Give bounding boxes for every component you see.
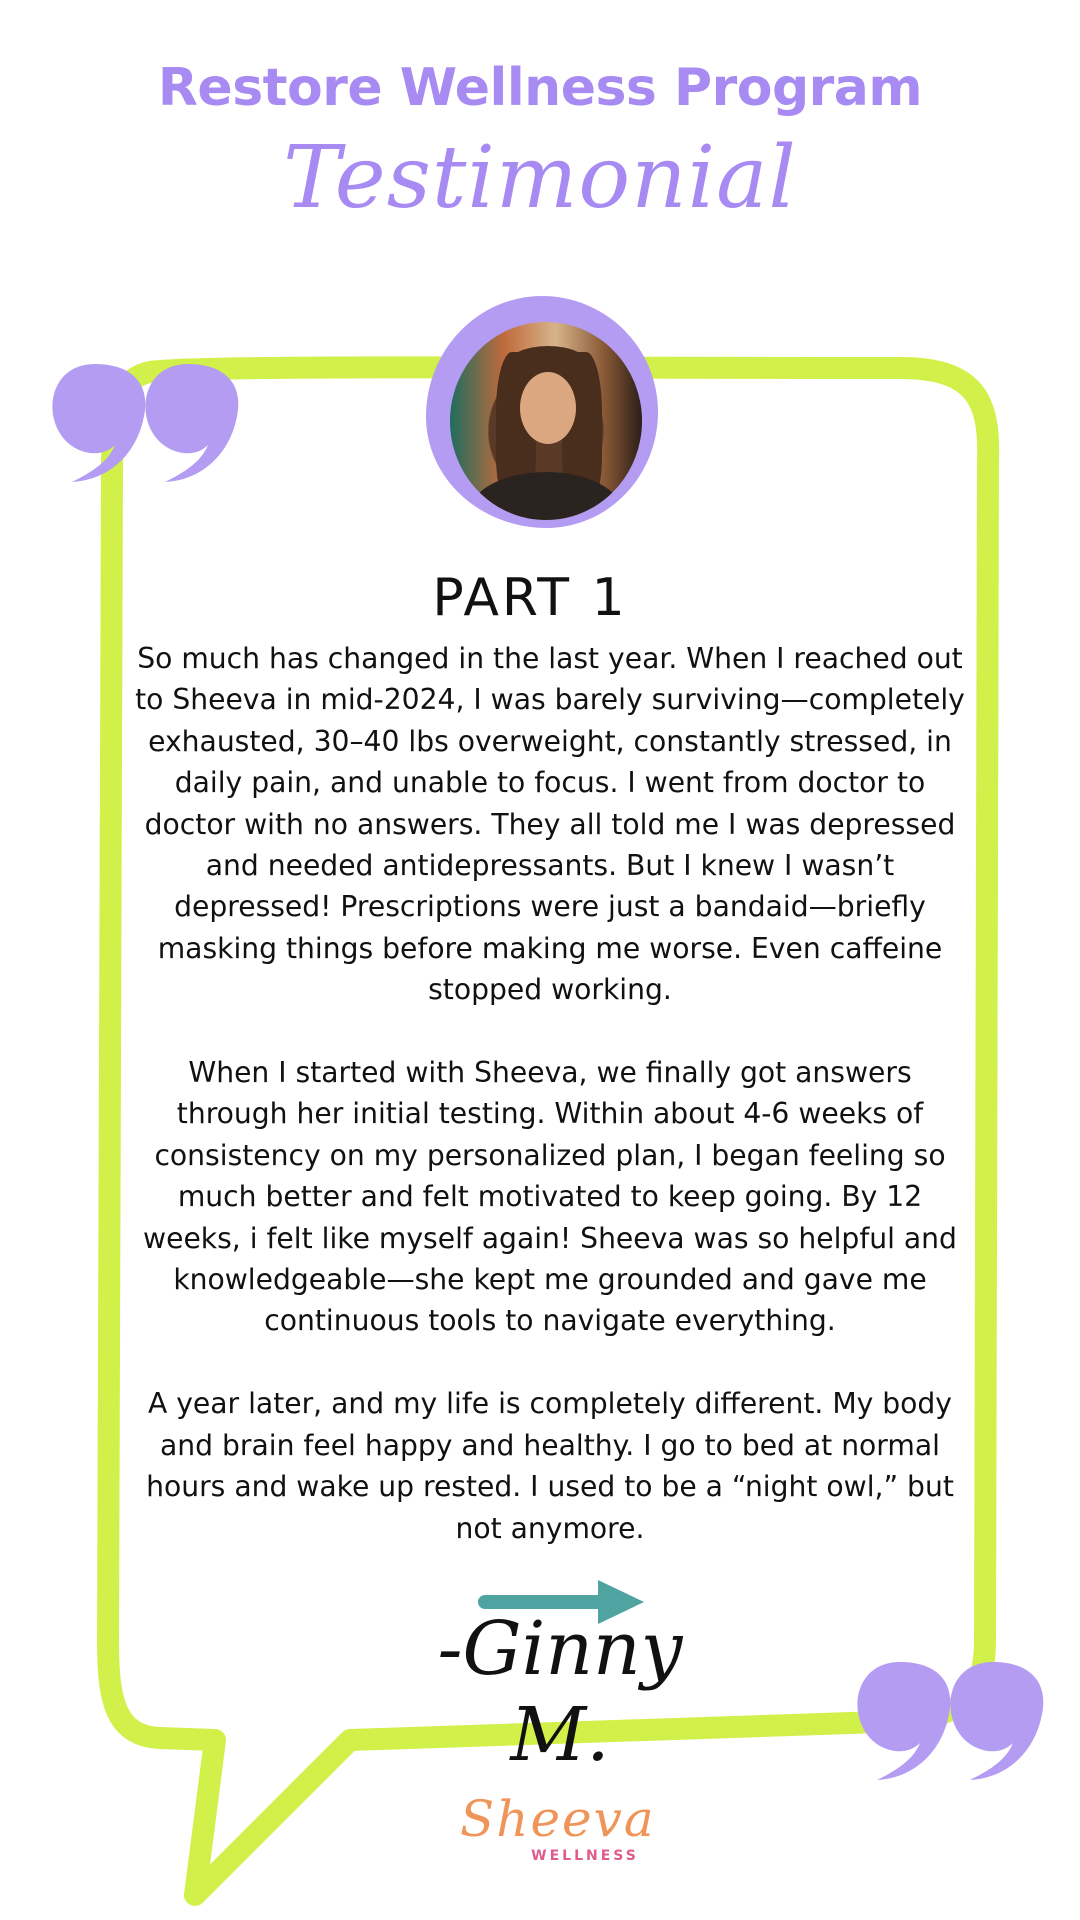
testimonial-paragraph: A year later, and my life is completely different. My body and brain feel happy and healthy. I go to bed at normal hours and wake up rested. I used to be a “night owl,” but not anymore. bbox=[146, 1387, 954, 1545]
part-heading: PART 1 bbox=[432, 568, 628, 628]
testimonial-paragraph: When I started with Sheeva, we finally got answers through her initial testing. Within about 4-6 weeks of consistency on my personalized plan, I began feeling so much better and felt motivated to keep going. By 12 weeks, i felt like myself again! Sheeva was so helpful and knowledgeable—she kept me grounded and gave me continuous tools to navigate everything. bbox=[143, 1056, 957, 1338]
avatar bbox=[450, 322, 642, 520]
signature: -Ginny M. bbox=[437, 1606, 683, 1778]
brand-logo-subtitle: WELLNESS bbox=[531, 1848, 639, 1864]
brand-logo-script: Sheeva bbox=[460, 1790, 656, 1848]
testimonial-paragraph: So much has changed in the last year. When I reached out to Sheeva in mid-2024, I was barely surviving—completely exhausted, 30–40 lbs overweight, constantly stressed, in daily pain, and unable to focus. I went from doctor to doctor with no answers. They all told me I was depressed and needed antidepressants. But I knew I wasn’t depressed! Prescriptions were just a bandaid—briefly masking things before making me worse. Even caffeine stopped working. bbox=[135, 642, 965, 1007]
testimonial-body bbox=[130, 638, 970, 1590]
program-title: Restore Wellness Program bbox=[157, 58, 923, 118]
testimonial-script-title: Testimonial bbox=[283, 128, 797, 228]
